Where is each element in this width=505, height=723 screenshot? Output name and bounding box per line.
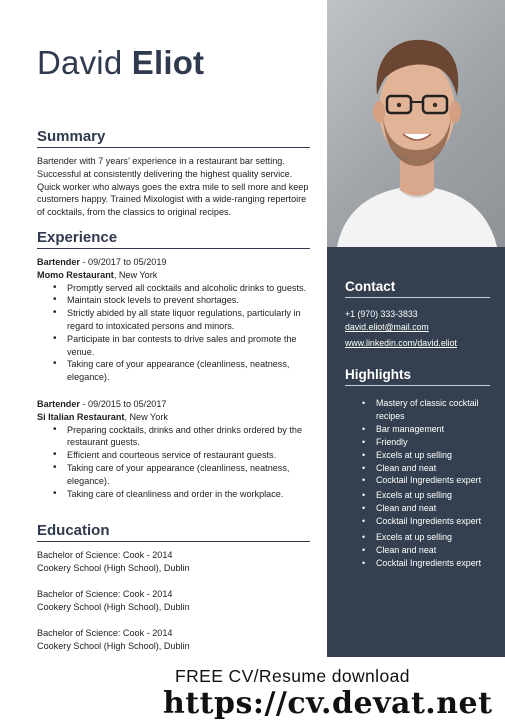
highlight-item: • Clean and neat xyxy=(345,502,495,515)
highlights-list xyxy=(345,397,495,570)
job-bullet: • Efficient and courteous service of restaurant guests. xyxy=(51,449,310,462)
job-bullet: • Participate in bar contests to drive sales and promote the venue. xyxy=(51,333,310,359)
job-bullet: • Strictly abided by all state liquor regulations, particularly in regard to intoxicated persons and minors. xyxy=(51,307,310,333)
highlight-item: • Excels at up selling xyxy=(345,489,495,502)
education-degree: Bachelor of Science: Cook - 2014 xyxy=(37,628,173,639)
education-item xyxy=(37,627,310,653)
job-dates: - 09/2017 to 05/2019 xyxy=(79,257,167,267)
education-heading: Education xyxy=(37,522,310,542)
job-entry xyxy=(37,398,310,500)
job-bullet: • Maintain stock levels to prevent shortages. xyxy=(51,294,310,307)
highlight-item: • Cocktail Ingredients expert xyxy=(345,474,495,487)
highlight-item: • Friendly xyxy=(345,436,495,449)
education-degree: Bachelor of Science: Cook - 2014 xyxy=(37,550,173,560)
job-bullet: • Taking care of your appearance (cleanliness, neatness, elegance). xyxy=(51,462,310,488)
job-role-line xyxy=(37,398,310,411)
job-company-line xyxy=(37,411,310,424)
education-degree: Bachelor of Science: Cook - 2014 xyxy=(37,589,173,600)
highlight-item: • Bar management xyxy=(345,423,495,436)
last-name: Eliot xyxy=(131,44,205,81)
summary-section xyxy=(37,128,310,219)
experience-section xyxy=(37,229,310,500)
job-bullets xyxy=(51,282,310,384)
contact-website-link[interactable]: www.linkedin.com/david.eliot xyxy=(345,338,457,348)
highlight-item: • Clean and neat xyxy=(345,544,495,557)
contact-email-link[interactable]: david.eliot@mail.com xyxy=(345,322,429,332)
contact-phone: +1 (970) 333-3833 xyxy=(345,309,418,319)
download-banner-text: FREE CV/Resume download xyxy=(175,666,410,686)
job-location: , New York xyxy=(124,411,168,422)
job-role: Bartender xyxy=(37,398,80,409)
job-role-line xyxy=(37,256,310,269)
education-school: Cookery School (High School), Dublin xyxy=(37,562,190,573)
profile-photo xyxy=(327,0,505,247)
job-bullet: • Taking care of cleanliness and order in the workplace. xyxy=(51,488,310,501)
experience-heading: Experience xyxy=(37,229,310,249)
first-name: David xyxy=(37,44,123,81)
job-role: Bartender xyxy=(37,257,80,267)
job-company: Momo Restaurant xyxy=(37,269,114,280)
education-item xyxy=(37,588,310,614)
portrait-illustration xyxy=(327,0,505,247)
job-bullet: • Taking care of your appearance (cleanliness, neatness, elegance). xyxy=(51,358,310,384)
job-entry xyxy=(37,256,310,384)
education-item xyxy=(37,549,310,575)
highlights-heading: Highlights xyxy=(345,367,490,386)
contact-heading: Contact xyxy=(345,279,490,298)
job-bullet: • Preparing cocktails, drinks and other drinks ordered by the restaurant guests. xyxy=(51,424,310,450)
summary-heading: Summary xyxy=(37,128,310,148)
job-bullets xyxy=(51,424,310,501)
job-dates: - 09/2015 to 05/2017 xyxy=(79,398,167,409)
highlight-item: • Cocktail Ingredients expert xyxy=(345,515,495,528)
job-company-line xyxy=(37,269,310,282)
highlight-item: • Cocktail Ingredients expert xyxy=(345,557,495,570)
sidebar xyxy=(327,247,505,657)
job-company: Si Italian Restaurant xyxy=(37,411,125,422)
education-school: Cookery School (High School), Dublin xyxy=(37,601,190,612)
job-location: , New York xyxy=(113,269,158,280)
job-bullet: • Promptly served all cocktails and alcoholic drinks to guests. xyxy=(51,282,310,295)
highlight-item: • Clean and neat xyxy=(345,462,495,475)
resume-name xyxy=(37,44,204,82)
education-section xyxy=(37,522,310,666)
highlight-item: • Excels at up selling xyxy=(345,531,495,544)
highlight-item: • Mastery of classic cocktail recipes xyxy=(345,397,495,423)
summary-text: Bartender with 7 years’ experience in a restaurant bar setting. Successful at consistently delivering the highest quality service. Quick worker who always goes the extra mile to sell more and keep customers happy. Trained Mixologist with a wide-ranging repertoire of cocktails, from the classics to original recipes. xyxy=(37,156,309,218)
highlight-item: • Excels at up selling xyxy=(345,449,495,462)
education-school: Cookery School (High School), Dublin xyxy=(37,640,190,651)
download-url-link[interactable]: https://cv.devat.net xyxy=(163,686,493,721)
